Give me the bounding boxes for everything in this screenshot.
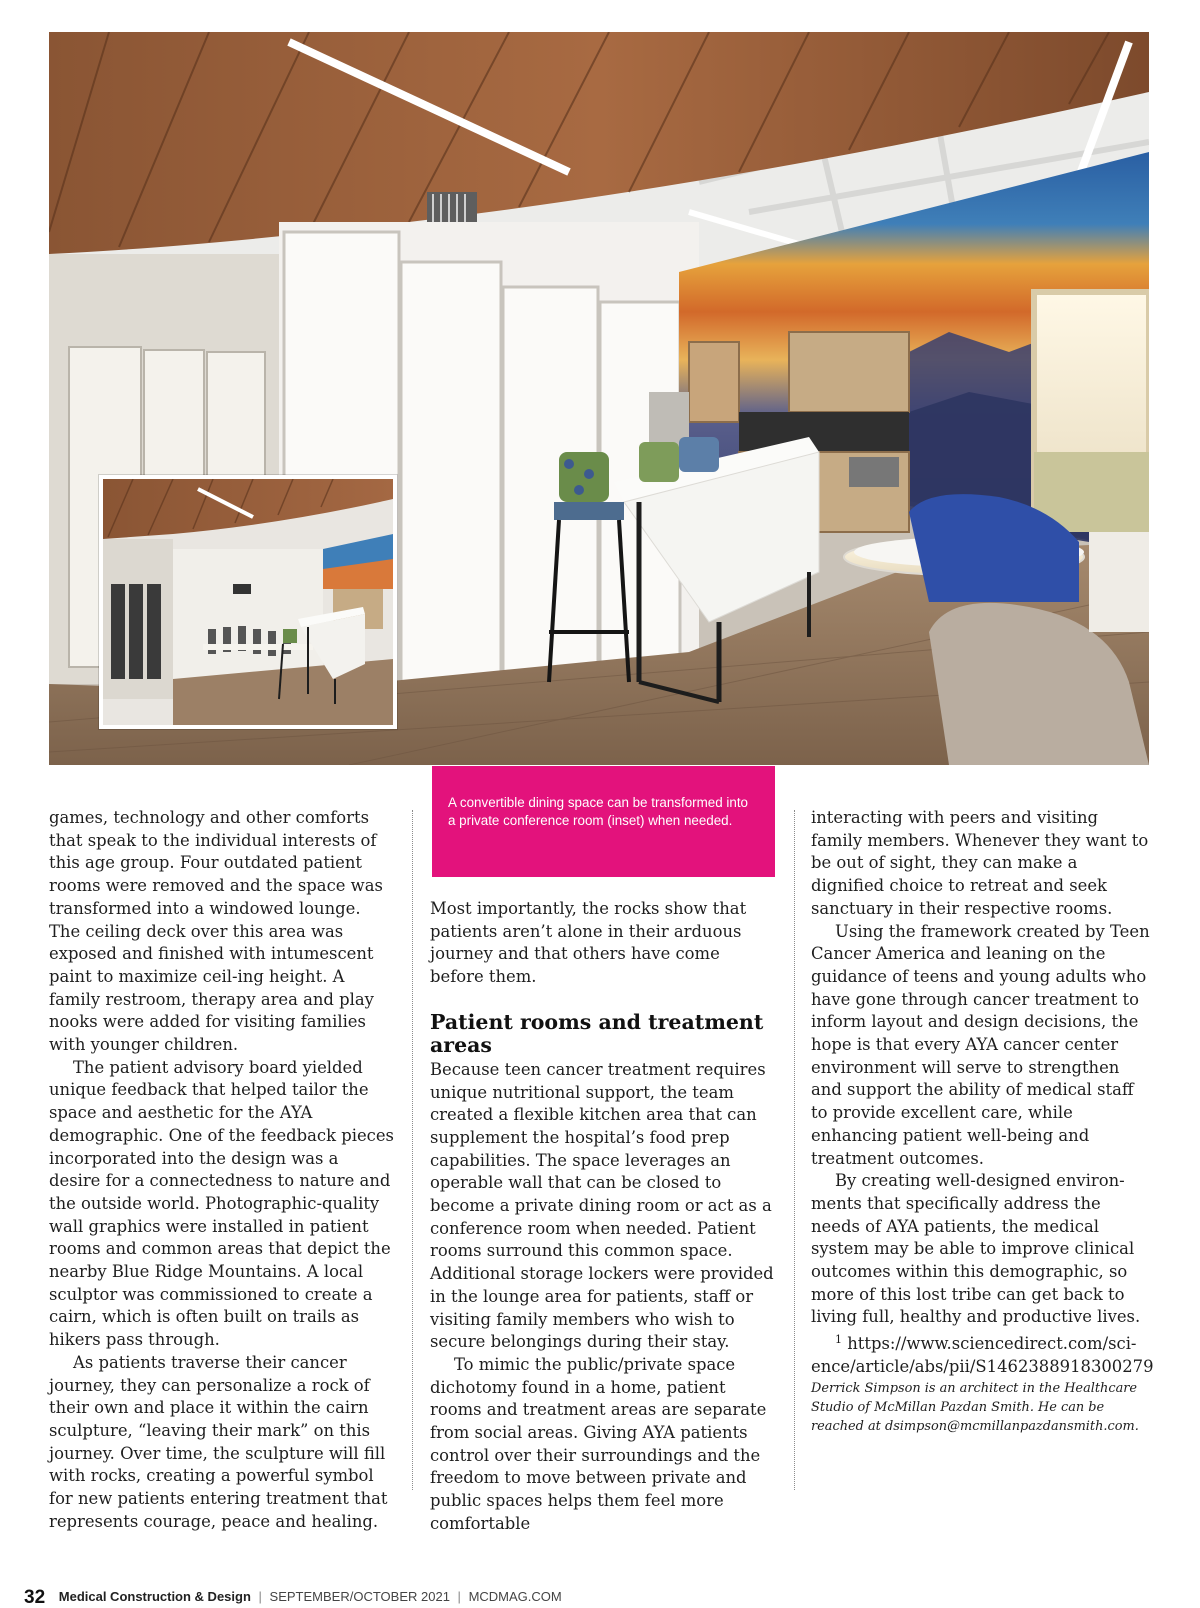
footnote-marker: 1 [835, 1333, 842, 1347]
column-divider [412, 810, 413, 1490]
website[interactable]: MCDMAG.COM [468, 1589, 562, 1604]
paragraph: Because teen cancer treatment requires unique nutritional support, the team created a flexible kitchen area that can supplement the hospital’s food prep capabilities. The space leverages an operable wall that can be closed to become a private dining room or act as a conference room when needed. Patient rooms surround this common space. Additional storage lockers were provided in the lounge area for patients, staff or visiting family members who wish to secure belongings during their stay. [430, 1059, 774, 1352]
paragraph: As patients traverse their cancer journey, they can personalize a rock of their own and place it within the cairn sculpture, “leaving their mark” on this journey. Over time, the sculpture will fill with rocks, creating a powerful symbol for new patients entering treatment that represents courage, peace and healing. [49, 1352, 388, 1531]
page-footer [24, 1585, 562, 1607]
footer-separator: | [457, 1589, 461, 1604]
author-bio: Derrick Simpson is an architect in the Healthcare Studio of McMillan Pazdan Smith. He can be reached at dsimpson@mcmillanpazdansmith.com. [811, 1380, 1139, 1434]
paragraph: The patient advisory board yielded unique feedback that helped tailor the space and aesthetic for the AYA demographic. One of the feedback pieces incorporated into the design was a desire for a connectedness to nature and the outside world. Photographic-quality wall graphics were installed in patient rooms and common areas that depict the nearby Blue Ridge Mountains. A local sculptor was commissioned to create a cairn, which is often built on trails as hikers pass through. [49, 1057, 394, 1350]
footnote-link[interactable]: https://www.sciencedirect.com/sci-ence/article/abs/pii/S1462388918300279 [811, 1334, 1154, 1376]
paragraph: Using the framework created by Teen Cancer America and leaning on the guidance of teens and young adults who have gone through cancer treatment to inform layout and design decisions, the hope is that every AYA cancer center environment will serve to strengthen and support the ability of medical staff to provide excellent care, while enhancing patient well-being and treatment outcomes. [811, 921, 1150, 1168]
paragraph: To mimic the public/private space dichotomy found in a home, patient rooms and treatment areas are separate from social areas. Giving AYA patients control over their surroundings and the freedom to move between private and public spaces helps them feel more comfortable [430, 1354, 767, 1533]
paragraph: By creating well-designed environ-ments that specifically address the needs of AYA patients, the medical system may be able to improve clinical outcomes within this demographic, so more of this lost tribe can get back to living full, healthy and productive lives. [811, 1171, 1141, 1327]
footnote [811, 1329, 1153, 1378]
paragraph: interacting with peers and visiting family members. Whenever they want to be out of sight, they can make a dignified choice to retreat and seek sanctuary in their respective rooms. [811, 808, 1149, 918]
paragraph: games, technology and other comforts that speak to the individual interests of this age group. Four outdated patient rooms were removed and the space was transformed into a windowed lounge. The ceiling deck over this area was exposed and finished with intumescent paint to maximize ceil-ing height. A family restroom, therapy area and play nooks were added for visiting families with younger children. [49, 808, 383, 1055]
footer-separator: | [258, 1589, 262, 1604]
paragraph: Most importantly, the rocks show that patients aren’t alone in their arduous journey and that others have come before them. [430, 899, 747, 987]
article-column-1 [49, 807, 395, 1534]
article-column-2 [430, 898, 778, 1536]
page-number: 32 [24, 1587, 46, 1608]
article-column-3 [811, 807, 1153, 1436]
section-heading: Patient rooms and treatment areas [430, 1009, 764, 1057]
issue-date: SEPTEMBER/OCTOBER 2021 [269, 1589, 450, 1604]
magazine-name: Medical Construction & Design [58, 1589, 251, 1604]
photo-caption-text: A convertible dining space can be transformed into a private conference room (inset) when needed. [448, 795, 748, 828]
inset-photo [99, 475, 397, 729]
photo-caption [432, 766, 775, 877]
column-divider [794, 810, 795, 1490]
conference-room-illustration [103, 479, 393, 725]
